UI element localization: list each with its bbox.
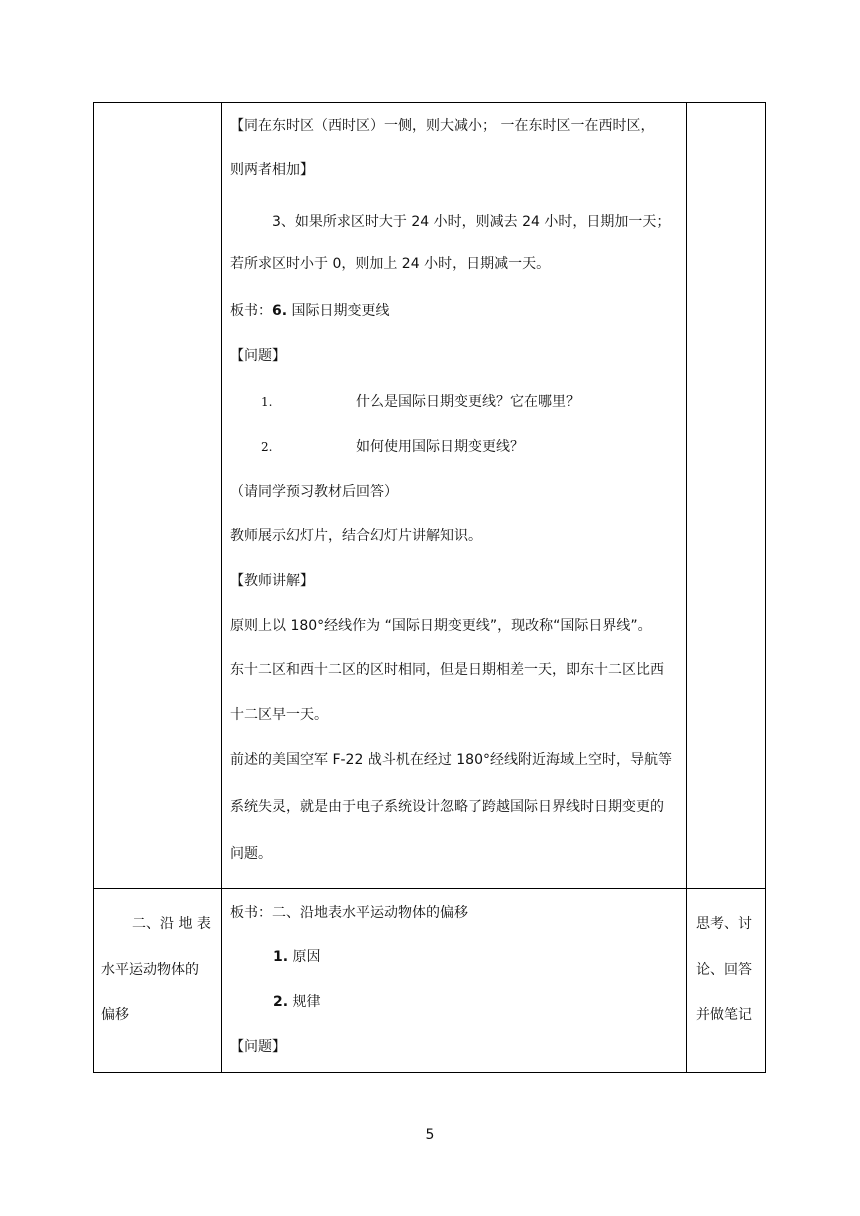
rule-3-line-2: 若所求区时小于 0，则加上 24 小时，日期减一天。 — [230, 256, 551, 272]
activity-line-1: 思考、讨 — [696, 916, 752, 932]
explain-line-2: 东十二区和西十二区的区时相同，但是日期相差一天，即东十二区比西 — [230, 662, 664, 678]
item-1 — [273, 947, 321, 967]
section-title-line-3: 偏移 — [101, 1007, 129, 1023]
question-2-text: 如何使用国际日期变更线？ — [356, 439, 524, 455]
board-prefix: 板书： — [230, 303, 272, 319]
item-2-number: 2. — [273, 994, 289, 1010]
table-right-border — [765, 102, 766, 1073]
explain-line-1: 原则上以 180°经线作为 “国际日期变更线”，现改称“国际日界线”。 — [230, 618, 652, 634]
section-title-line-2: 水平运动物体的 — [101, 962, 199, 978]
question-1-number: 1. — [261, 395, 273, 409]
question-header: 【问题】 — [230, 348, 286, 364]
item-1-number: 1. — [273, 949, 289, 965]
section-title-line-1: 二、沿 地 表 — [132, 916, 211, 932]
board-heading-6 — [230, 301, 390, 321]
teacher-explain-header: 【教师讲解】 — [230, 573, 314, 589]
question-header-lower: 【问题】 — [230, 1039, 286, 1055]
rule-note-line-2: 则两者相加】 — [230, 162, 314, 178]
table-left-border — [93, 102, 94, 1073]
item-2-text: 规律 — [288, 994, 321, 1010]
board-title: 国际日期变更线 — [287, 303, 390, 319]
rule-3-line-1: 3、如果所求区时大于 24 小时，则减去 24 小时，日期加一天； — [272, 214, 671, 230]
explain-line-6: 问题。 — [230, 846, 272, 862]
activity-line-3: 并做笔记 — [696, 1007, 752, 1023]
explain-line-5: 系统失灵，就是由于电子系统设计忽略了跨越国际日界线时日期变更的 — [230, 799, 664, 815]
preview-note: （请同学预习教材后回答） — [230, 484, 398, 500]
item-2 — [273, 992, 321, 1012]
rule-note-line-1: 【同在东时区（西时区）一侧，则大减小； 一在东时区一在西时区， — [230, 118, 655, 134]
table-row-divider — [93, 888, 766, 889]
table-col-divider-1 — [221, 102, 222, 1073]
teacher-show: 教师展示幻灯片，结合幻灯片讲解知识。 — [230, 528, 482, 544]
table-col-divider-2 — [686, 102, 687, 1073]
table-top-border — [93, 102, 766, 103]
question-1-text: 什么是国际日期变更线？它在哪里？ — [356, 394, 580, 410]
table-bottom-border — [93, 1072, 766, 1073]
board-number: 6. — [272, 303, 288, 319]
board-heading-section-2: 板书：二、沿地表水平运动物体的偏移 — [230, 905, 468, 921]
question-2-number: 2. — [261, 440, 273, 454]
page-number: 5 — [425, 1127, 435, 1143]
item-1-text: 原因 — [288, 949, 321, 965]
explain-line-4: 前述的美国空军 F-22 战斗机在经过 180°经线附近海域上空时，导航等 — [230, 752, 672, 768]
explain-line-3: 十二区早一天。 — [230, 707, 328, 723]
activity-line-2: 论、回答 — [696, 962, 752, 978]
